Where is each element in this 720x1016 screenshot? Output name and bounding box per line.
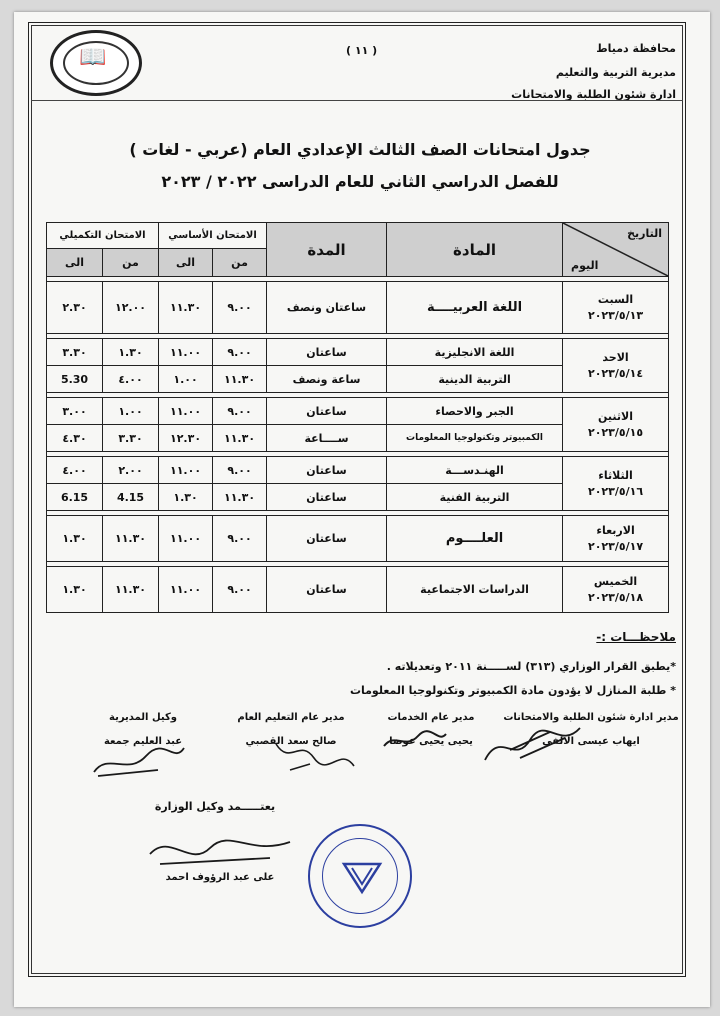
signature-role: مدير عام الخدمات [387, 712, 475, 723]
subject-cell: الكمبيوتر وتكنولوجيا المعلومات [387, 425, 563, 452]
table-row [47, 457, 669, 484]
basic-from-cell: ١١.٣٠ [213, 484, 267, 511]
stamp-emblem-icon [340, 858, 384, 898]
signature-role: مدير ادارة شئون الطلبة والامتحانات [503, 712, 679, 723]
signature-name: صالح سعد القصبي [245, 736, 337, 747]
day-date-cell: الاربعاء ٢٠٢٣/٥/١٧ [563, 516, 669, 562]
signature-scrawl [140, 828, 300, 874]
subject-cell: الدراسات الاجتماعية [387, 567, 563, 613]
supp-to-cell: ٣.٣٠ [47, 339, 103, 366]
table-row [47, 282, 669, 334]
day-date-cell: السبت ٢٠٢٣/٥/١٣ [563, 282, 669, 334]
signature-name: عبد العليم جمعة [103, 736, 183, 747]
duration-header: المدة [267, 223, 387, 277]
supp-to-cell: ٤.٣٠ [47, 425, 103, 452]
note-item: *يطبق القرار الوزاري (٣١٣) لســـــنة ٢٠١١ وتعديلاته . [386, 660, 676, 673]
supp-from-cell: ٣.٣٠ [103, 425, 159, 452]
day-date-cell: الاثنين ٢٠٢٣/٥/١٥ [563, 398, 669, 452]
basic-to-cell: ١.٠٠ [159, 366, 213, 393]
subject-cell: اللغة الانجليزية [387, 339, 563, 366]
basic-from-cell: ٩.٠٠ [213, 339, 267, 366]
table-row [47, 516, 669, 562]
supp-to-cell: ٤.٠٠ [47, 457, 103, 484]
basic-exam-header: الامتحان الأساسي [159, 223, 267, 249]
supp-from-header: من [103, 249, 159, 277]
day-date-cell: الثلاثاء ٢٠٢٣/٥/١٦ [563, 457, 669, 511]
basic-from-cell: ١١.٣٠ [213, 366, 267, 393]
basic-to-cell: ١١.٠٠ [159, 339, 213, 366]
duration-cell: ساعتان ونصف [267, 282, 387, 334]
basic-to-cell: ١١.٠٠ [159, 398, 213, 425]
supp-to-cell: ٣.٠٠ [47, 398, 103, 425]
date-header: التاريخ [627, 227, 663, 240]
supp-from-cell: ١.٣٠ [103, 339, 159, 366]
signature-scrawl [88, 740, 188, 780]
day-header: اليوم [571, 259, 599, 272]
approval-label: يعتـــــمد وكيل الوزارة [154, 800, 276, 813]
supp-from-cell: ١١.٣٠ [103, 516, 159, 562]
supp-to-cell: ١.٣٠ [47, 516, 103, 562]
supp-from-cell: 4.15 [103, 484, 159, 511]
signature-scrawl [480, 720, 590, 770]
table-row [47, 339, 669, 366]
supp-to-header: الى [47, 249, 103, 277]
duration-cell: ساعتان [267, 398, 387, 425]
signature-role: وكيل المديرية [109, 712, 177, 723]
day-date-cell: الاحد ٢٠٢٣/٥/١٤ [563, 339, 669, 393]
page-title: جدول امتحانات الصف الثالث الإعدادي العام (عربي - لغات ) [129, 140, 591, 159]
duration-cell: ساعة ونصف [267, 366, 387, 393]
official-stamp [308, 824, 412, 928]
subject-cell: اللغة العربيــــة [387, 282, 563, 334]
basic-to-header: الى [159, 249, 213, 277]
duration-cell: ساعتان [267, 484, 387, 511]
supp-from-cell: ١.٠٠ [103, 398, 159, 425]
supp-to-cell: ٢.٣٠ [47, 282, 103, 334]
subject-cell: الهنـدســـة [387, 457, 563, 484]
basic-to-cell: ١١.٠٠ [159, 516, 213, 562]
supp-from-cell: ١٢.٠٠ [103, 282, 159, 334]
duration-cell: ساعتان [267, 516, 387, 562]
basic-from-cell: ٩.٠٠ [213, 516, 267, 562]
basic-from-cell: ٩.٠٠ [213, 398, 267, 425]
subject-header: المادة [387, 223, 563, 277]
signature-scrawl [270, 736, 360, 776]
date-day-header [563, 223, 669, 277]
basic-from-cell: ٩.٠٠ [213, 282, 267, 334]
supp-from-cell: ١١.٣٠ [103, 567, 159, 613]
supp-to-cell: ١.٣٠ [47, 567, 103, 613]
signature-name: يحيى يحيى عوضا [389, 736, 473, 747]
basic-from-header: من [213, 249, 267, 277]
basic-to-cell: ١١.٣٠ [159, 282, 213, 334]
supp-to-cell: 5.30 [47, 366, 103, 393]
supp-from-cell: ٢.٠٠ [103, 457, 159, 484]
signature-role: مدير عام التعليم العام [237, 712, 345, 723]
table-row [47, 398, 669, 425]
basic-to-cell: ١١.٠٠ [159, 567, 213, 613]
signature-name: ايهاب عيسى الالفي [542, 736, 640, 747]
supplementary-exam-header: الامتحان التكميلي [47, 223, 159, 249]
page-number: ( ١١ ) [346, 44, 378, 57]
department-label: ادارة شئون الطلبة والامتحانات [511, 88, 676, 101]
subject-cell: التربية الدينية [387, 366, 563, 393]
governorate-label: محافظة دمياط [596, 42, 676, 55]
approval-name: على عبد الرؤوف احمد [165, 872, 275, 883]
book-icon: 📖 [79, 45, 107, 70]
notes-heading: ملاحظـــات :- [596, 630, 676, 644]
supp-from-cell: ٤.٠٠ [103, 366, 159, 393]
duration-cell: ســــاعة [267, 425, 387, 452]
signature-scrawl [380, 728, 450, 754]
basic-to-cell: ١٢.٣٠ [159, 425, 213, 452]
subject-cell: التربية الفنية [387, 484, 563, 511]
ministry-logo [50, 30, 142, 96]
note-item: * طلبة المنازل لا يؤدون مادة الكمبيوتر وتكنولوجيا المعلومات [349, 684, 676, 697]
subject-cell: العلــــوم [387, 516, 563, 562]
day-date-cell: الخميس ٢٠٢٣/٥/١٨ [563, 567, 669, 613]
directorate-label: مديرية التربية والتعليم [555, 66, 676, 79]
basic-from-cell: ٩.٠٠ [213, 457, 267, 484]
basic-from-cell: ٩.٠٠ [213, 567, 267, 613]
duration-cell: ساعتان [267, 457, 387, 484]
page-subtitle: للفصل الدراسي الثاني للعام الدراسى ٢٠٢٢ / ٢٠٢٣ [161, 172, 559, 191]
duration-cell: ساعتان [267, 567, 387, 613]
header-divider [31, 100, 683, 101]
supp-to-cell: 6.15 [47, 484, 103, 511]
basic-from-cell: ١١.٣٠ [213, 425, 267, 452]
subject-cell: الجبر والاحصاء [387, 398, 563, 425]
exam-schedule-table [46, 222, 669, 613]
basic-to-cell: ١.٣٠ [159, 484, 213, 511]
duration-cell: ساعتان [267, 339, 387, 366]
basic-to-cell: ١١.٠٠ [159, 457, 213, 484]
table-row [47, 567, 669, 613]
